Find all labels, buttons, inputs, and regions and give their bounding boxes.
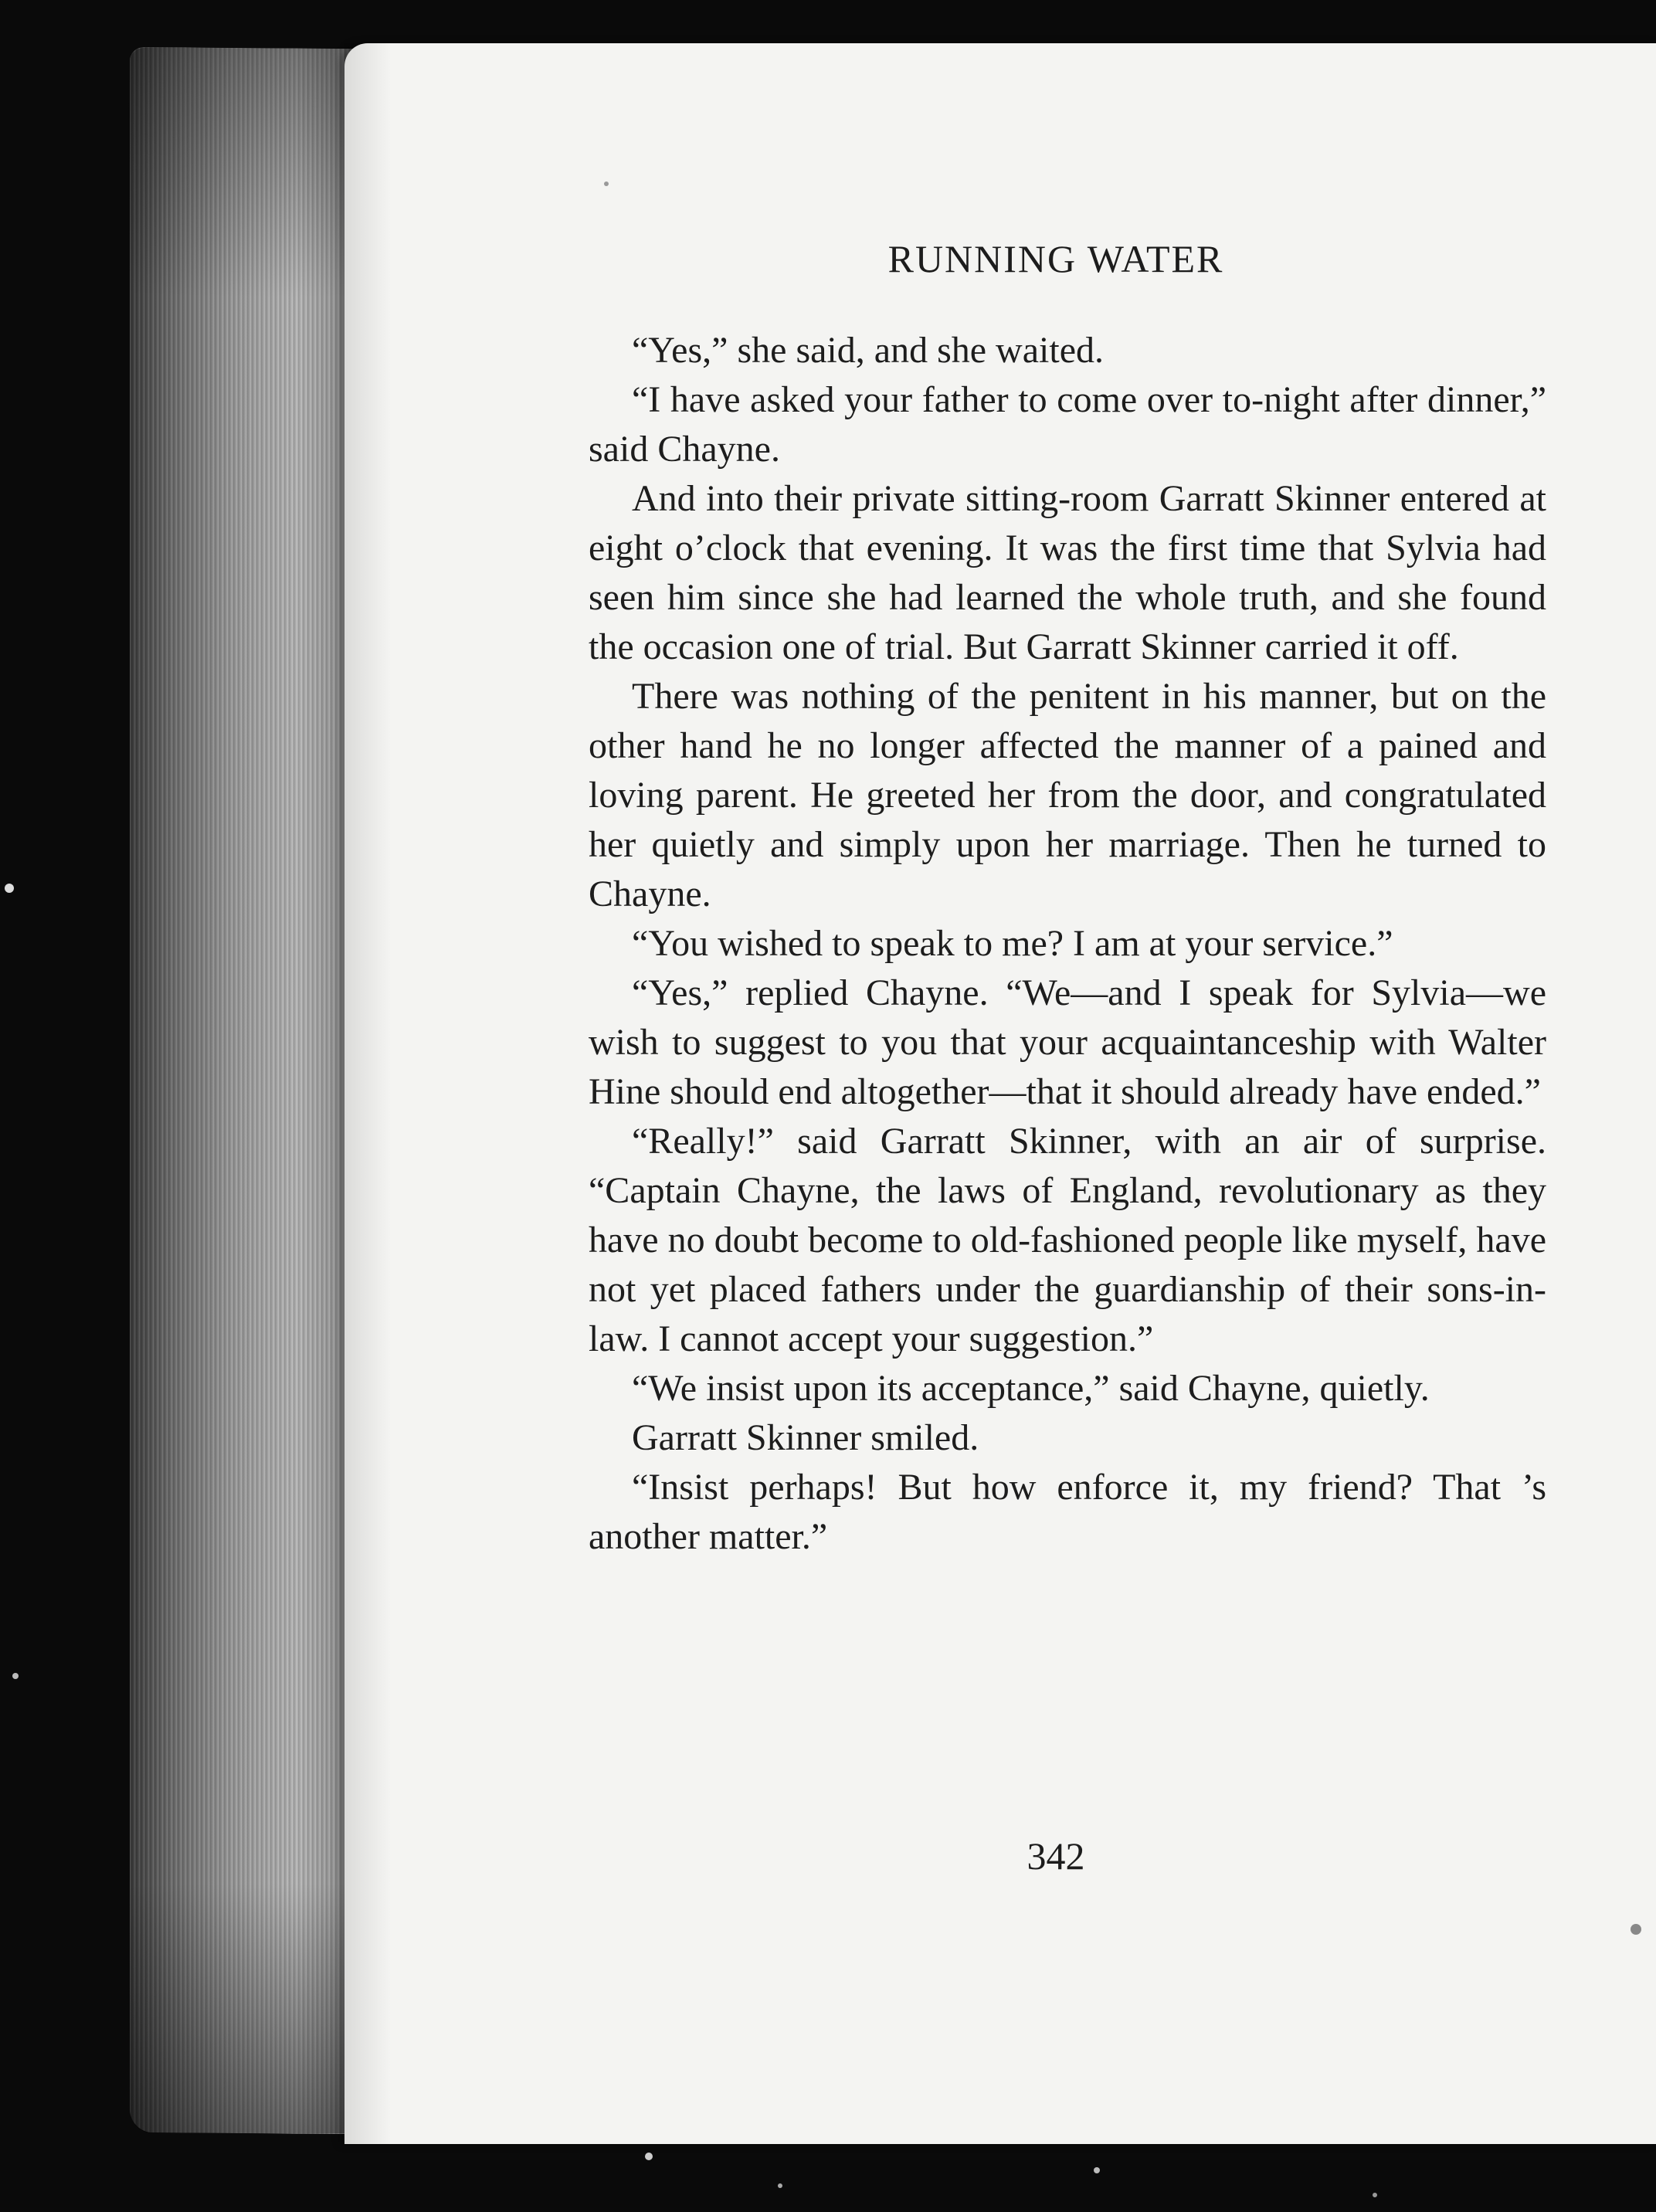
page-edges-shadow — [130, 48, 354, 2133]
book-page — [344, 43, 1656, 2144]
paragraph: “Yes,” replied Chayne. “We—and I speak for Sylvia—we wish to suggest to you that your acquaintanceship with Walter Hine should end altogether—that it should already have ended.” — [589, 972, 1546, 1112]
paragraph: “Yes,” she said, and she waited. — [632, 330, 1104, 371]
paragraph: “Really!” said Garratt Skinner, with an air of surprise. “Captain Chayne, the laws of England, revolutionary as they have no doubt become to old-fashioned people like myself, have not yet placed fathers under the guardianship of their sons-in-law. I cannot accept your suggestion.” — [589, 1121, 1546, 1359]
paragraph: There was nothing of the penitent in his manner, but on the other hand he no longer affected the manner of a pained and loving parent. He greeted her from the door, and congratulated her quietly and simply upon her marriage. Then he turned to Chayne. — [589, 676, 1546, 914]
body-text — [589, 326, 1546, 1562]
paragraph: Garratt Skinner smiled. — [632, 1417, 979, 1458]
paragraph: And into their private sitting-room Garratt Skinner entered at eight o’clock that evening. It was the first time that Sylvia had seen him since she had learned the whole truth, and she found the occasion one of trial. But Garratt Skinner carried it off. — [589, 478, 1546, 667]
running-head: RUNNING WATER — [887, 237, 1224, 280]
paragraph: “You wished to speak to me? I am at your service.” — [632, 923, 1393, 964]
paragraph: “I have asked your father to come over to-night after dinner,” said Chayne. — [589, 379, 1546, 470]
paragraph: “We insist upon its acceptance,” said Chayne, quietly. — [632, 1368, 1430, 1409]
paragraph: “Insist perhaps! But how enforce it, my friend? That ’s another matter.” — [589, 1467, 1546, 1557]
page-number: 342 — [1027, 1834, 1085, 1878]
